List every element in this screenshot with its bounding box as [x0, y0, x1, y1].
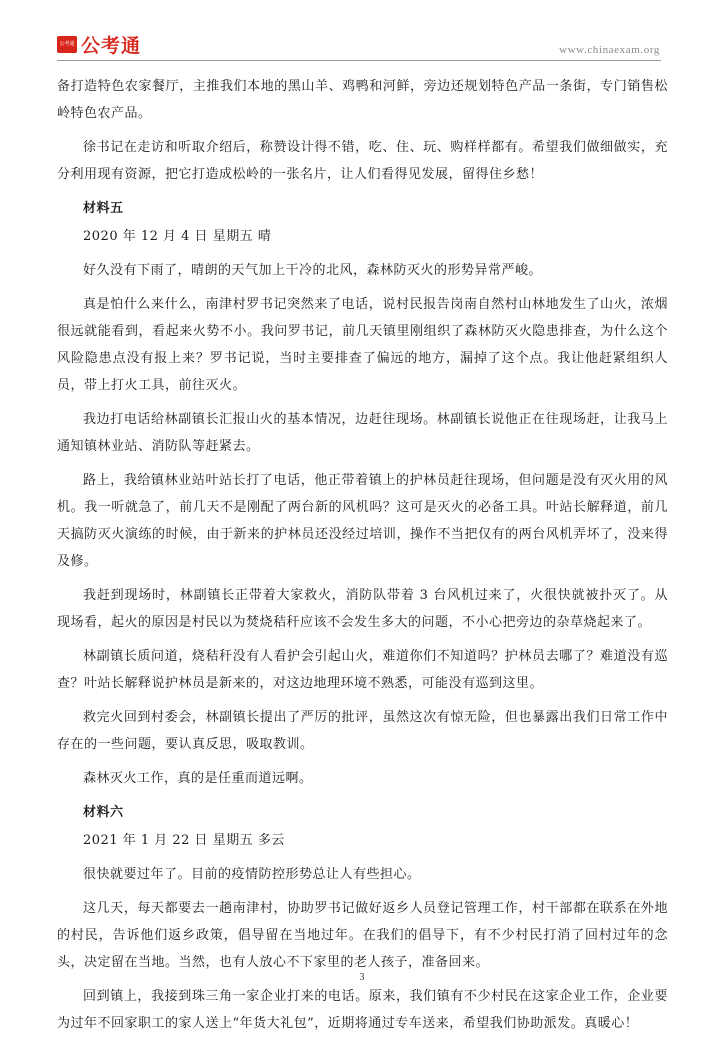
paragraph: 真是怕什么来什么，南津村罗书记突然来了电话，说村民报告岗南自然村山林地发生了山火，浓烟很远就能看到，看起来火势不小。我问罗书记，前几天镇里刚组织了森林防灭火隐患排查，为什么这个风险隐患点没有报上来？罗书记说，当时主要排查了偏远的地方，漏掉了这个点。我让他赶紧组织人员，带上打火工具，前往灭火。: [57, 297, 668, 393]
paragraph: 林副镇长质问道，烧秸秆没有人看护会引起山火，难道你们不知道吗？护林员去哪了？难道没有巡查？叶站长解释说护林员是新来的，对这边地理环境不熟悉，可能没有巡到这里。: [57, 649, 668, 691]
page-number: 3: [359, 972, 365, 983]
paragraph: 这几天，每天都要去一趟南津村，协助罗书记做好返乡人员登记管理工作，村干部都在联系在外地的村民，告诉他们返乡政策，倡导留在当地过年。在我们的倡导下，有不少村民打消了回村过年的念头，决定留在当地。当然，也有人放心不下家里的老人孩子，准备回来。: [57, 901, 668, 970]
diary-date: 2020 年 12 月 4 日 星期五 晴: [83, 229, 272, 244]
paragraph: 森林灭火工作，真的是任重而道远啊。: [83, 771, 313, 786]
section-heading-material-6: 材料六: [83, 805, 124, 820]
site-url: www.chinaexam.org: [559, 44, 660, 56]
paragraph: 路上，我给镇林业站叶站长打了电话，他正带着镇上的护林员赶往现场，但问题是没有灭火用的风机。我一听就急了，前几天不是刚配了两台新的风机吗？这可是灭火的必备工具。叶站长解释道，前几天搞防灭火演练的时候，由于新来的护林员还没经过培训，操作不当把仅有的两台风机弄坏了，没来得及修。: [57, 473, 668, 569]
logo-icon: 公考通: [57, 36, 77, 53]
paragraph: 好久没有下雨了，晴朗的天气加上干冷的北风，森林防灭火的形势异常严峻。: [83, 263, 543, 278]
paragraph-continued: 备打造特色农家餐厅，主推我们本地的黑山羊、鸡鸭和河鲜，旁边还规划特色产品一条街，专门销售松岭特色农产品。: [57, 79, 668, 121]
paragraph: 徐书记在走访和听取介绍后，称赞设计得不错，吃、住、玩、购样样都有。希望我们做细做实，充分利用现有资源，把它打造成松岭的一张名片，让人们看得见发展，留得住乡愁！: [57, 140, 668, 182]
header-divider: [57, 60, 661, 61]
paragraph: 我赶到现场时，林副镇长正带着大家救火，消防队带着 3 台风机过来了，火很快就被扑灭了。从现场看，起火的原因是村民以为焚烧秸秆应该不会发生多大的问题，不小心把旁边的杂草烧起来了。: [57, 588, 668, 630]
paragraph: 回到镇上，我接到珠三角一家企业打来的电话。原来，我们镇有不少村民在这家企业工作，企业要为过年不回家职工的家人送上“年货大礼包”，近期将通过专车送来，希望我们协助派发。真暖心！: [57, 989, 668, 1031]
logo-text: 公考通: [81, 35, 142, 57]
diary-date: 2021 年 1 月 22 日 星期五 多云: [83, 833, 285, 848]
document-body: [57, 73, 668, 1044]
paragraph: 救完火回到村委会，林副镇长提出了严厉的批评，虽然这次有惊无险，但也暴露出我们日常工作中存在的一些问题，要认真反思，吸取教训。: [57, 710, 668, 752]
page-header: [0, 0, 724, 62]
paragraph: 我边打电话给林副镇长汇报山火的基本情况，边赶往现场。林副镇长说他正在往现场赶，让我马上通知镇林业站、消防队等赶紧去。: [57, 412, 668, 454]
section-heading-material-5: 材料五: [83, 201, 124, 216]
paragraph: 很快就要过年了。目前的疫情防控形势总让人有些担心。: [83, 867, 421, 882]
